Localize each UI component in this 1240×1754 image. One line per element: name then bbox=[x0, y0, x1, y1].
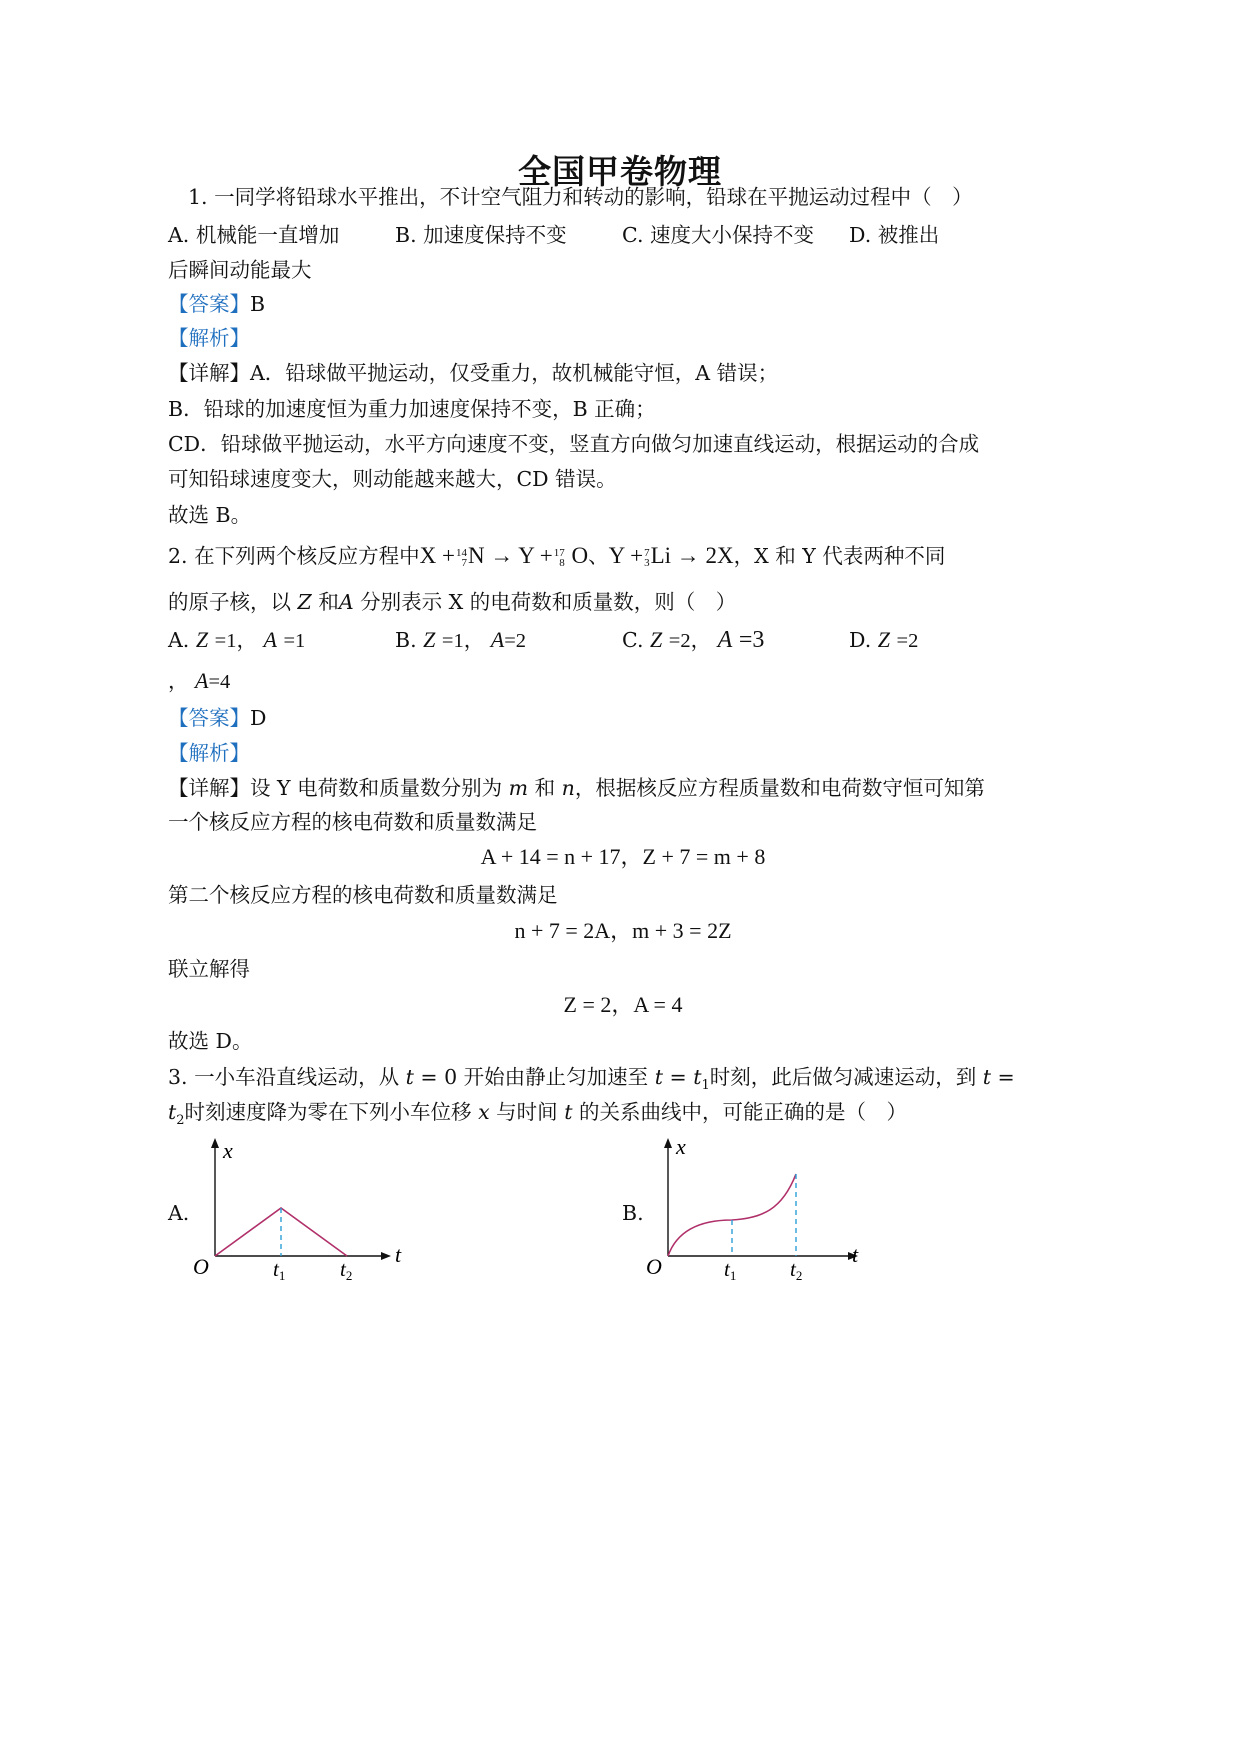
a-value: 2 bbox=[515, 630, 527, 652]
q2-option-b bbox=[395, 625, 526, 656]
charge-number: 8 bbox=[559, 556, 565, 569]
q3-graph-a bbox=[185, 1130, 425, 1290]
q2-option-d bbox=[849, 625, 918, 656]
arrow-icon: → bbox=[490, 543, 514, 568]
q1-detail-1 bbox=[168, 358, 778, 388]
q2-stem-end: ，X 和 Y 代表两种不同 bbox=[733, 544, 946, 568]
var-a: A bbox=[338, 590, 354, 614]
q1-detail-2: B．铅球的加速度恒为重力加速度保持不变，B 正确； bbox=[168, 397, 656, 421]
var-z: Z bbox=[650, 627, 663, 652]
a-value: 4 bbox=[220, 671, 231, 693]
eq-sign: = bbox=[208, 671, 221, 693]
eq-x: X bbox=[419, 543, 437, 568]
answer-value: D bbox=[250, 706, 267, 730]
var-t: t bbox=[654, 1065, 663, 1089]
x-axis-label: t bbox=[395, 1242, 402, 1267]
q3-stem-line1 bbox=[168, 1062, 1015, 1101]
var-x: x bbox=[478, 1100, 490, 1124]
y-axis-label: x bbox=[676, 1134, 686, 1159]
mass-number: 7 bbox=[644, 546, 650, 559]
q2-detail-4: 联立解得 bbox=[168, 957, 250, 981]
eq-n: N bbox=[467, 543, 485, 568]
stem-text: 的关系曲线中，可能正确的是（ ） bbox=[578, 1100, 907, 1124]
stem-text: 与时间 bbox=[496, 1100, 558, 1124]
eq-sign: = bbox=[283, 630, 296, 652]
q1-detail-4: 可知铅球速度变大，则动能越来越大，CD 错误。 bbox=[168, 467, 617, 491]
isotope-index bbox=[456, 548, 467, 568]
subscript: 2 bbox=[176, 1113, 185, 1129]
var-t: t bbox=[405, 1065, 414, 1089]
q2-stem-line1 bbox=[168, 541, 945, 571]
q1-stem: 1. 一同学将铅球水平推出，不计空气阻力和转动的影响，铅球在平抛运动过程中（ ） bbox=[188, 185, 973, 209]
q1-option-a: A. 机械能一直增加 bbox=[168, 223, 340, 247]
q1-option-d-cont: 后瞬间动能最大 bbox=[168, 258, 312, 282]
t1-label: t1 bbox=[273, 1257, 286, 1283]
comma: ， bbox=[236, 628, 257, 652]
q3-graph-b bbox=[638, 1130, 878, 1290]
q2-stem-line2 bbox=[168, 587, 736, 617]
z-value: 2 bbox=[908, 630, 919, 652]
var-m: m bbox=[508, 776, 529, 800]
answer-value: B bbox=[250, 292, 266, 316]
mass-number: 14 bbox=[455, 546, 467, 559]
page-title: 全国甲卷物理 bbox=[518, 152, 722, 191]
nuclear-equation-2 bbox=[609, 543, 734, 568]
q1-analysis-label: 【解析】 bbox=[168, 326, 250, 350]
var-t: t bbox=[564, 1100, 573, 1124]
nuclear-equation-1 bbox=[420, 543, 589, 568]
stem-text: 时刻，此后做匀减速运动，到 bbox=[709, 1065, 977, 1089]
stem-text: 3. 一小车沿直线运动，从 bbox=[168, 1065, 400, 1089]
answer-label: 【答案】 bbox=[168, 292, 250, 316]
detail-text: A．铅球做平抛运动，仅受重力，故机械能守恒，A 错误； bbox=[250, 361, 779, 385]
q2-answer bbox=[168, 703, 266, 733]
eq-y: Y bbox=[518, 543, 534, 568]
var-z: Z bbox=[423, 627, 436, 652]
y-axis-label: x bbox=[223, 1138, 233, 1163]
option-label: C. bbox=[622, 628, 644, 652]
q1-option-c: C. 速度大小保持不变 bbox=[622, 223, 814, 247]
charge-number: 7 bbox=[461, 556, 467, 569]
stem-text: 的原子核，以 bbox=[168, 590, 291, 614]
x-axis-arrow-icon bbox=[381, 1252, 391, 1260]
stem-text: = 0 开始由静止匀加速至 bbox=[420, 1065, 649, 1089]
detail-label: 【详解】 bbox=[168, 776, 250, 800]
y-axis-arrow-icon bbox=[664, 1138, 672, 1148]
eq-sign: = bbox=[441, 630, 454, 652]
a-value: 1 bbox=[295, 630, 306, 652]
comma: ， bbox=[463, 628, 485, 652]
eq-sign: = bbox=[997, 1065, 1015, 1089]
q2-equation-3: Z = 2，A = 4 bbox=[563, 992, 683, 1017]
var-n: n bbox=[561, 776, 575, 800]
eq-sign: = bbox=[896, 630, 909, 652]
eq-plus: + bbox=[539, 543, 553, 568]
eq-sign: = bbox=[504, 630, 516, 652]
var-t: t bbox=[693, 1065, 702, 1089]
q3-option-b-label: B. bbox=[622, 1201, 644, 1225]
eq-o: O bbox=[571, 543, 589, 568]
q2-equation-1: A + 14 = n + 17，Z + 7 = m + 8 bbox=[480, 844, 766, 869]
q1-answer bbox=[168, 289, 265, 319]
q2-analysis-label: 【解析】 bbox=[168, 741, 250, 765]
q2-option-a bbox=[168, 625, 305, 656]
stem-text: 和 bbox=[318, 590, 339, 614]
var-a: A bbox=[490, 627, 505, 652]
comma: ， bbox=[690, 628, 712, 652]
var-z: Z bbox=[195, 627, 209, 652]
z-value: 1 bbox=[453, 630, 464, 652]
q2-option-d-cont bbox=[168, 666, 230, 697]
isotope-index bbox=[554, 548, 565, 568]
q2-stem-start: 2. 在下列两个核反应方程中 bbox=[168, 544, 420, 568]
arrow-icon: → bbox=[676, 543, 700, 568]
comma: ， bbox=[168, 669, 189, 693]
separator: 、 bbox=[588, 544, 609, 568]
option-label: D. bbox=[849, 628, 872, 652]
eq-rhs: 2X bbox=[705, 543, 734, 568]
detail-label: 【详解】 bbox=[168, 361, 250, 385]
var-a: A bbox=[263, 627, 277, 652]
var-a: A bbox=[195, 668, 209, 693]
eq-sign: = bbox=[214, 630, 227, 652]
option-label: A. bbox=[168, 628, 190, 652]
q1-detail-3: CD．铅球做平抛运动，水平方向速度不变，竖直方向做匀加速直线运动，根据运动的合成 bbox=[168, 432, 980, 456]
eq-li: Li bbox=[650, 543, 672, 568]
detail-text: ，根据核反应方程质量数和电荷数守恒可知第 bbox=[574, 776, 985, 800]
stem-text: 时刻速度降为零在下列小车位移 bbox=[184, 1100, 472, 1124]
x-t-curve bbox=[668, 1174, 796, 1256]
isotope-index bbox=[644, 548, 650, 568]
stem-text: 分别表示 X 的电荷数和质量数，则（ ） bbox=[360, 590, 737, 614]
q1-option-d: D. 被推出 bbox=[849, 223, 940, 247]
eq-plus: + bbox=[441, 543, 455, 568]
q1-conclusion: 故选 B。 bbox=[168, 503, 252, 527]
eq-plus: + bbox=[630, 543, 644, 568]
var-z: Z bbox=[877, 627, 891, 652]
eq-sign: = bbox=[738, 627, 753, 653]
option-label: B. bbox=[395, 628, 417, 652]
t1-label: t1 bbox=[724, 1257, 737, 1283]
q2-detail-1 bbox=[168, 773, 985, 803]
z-value: 2 bbox=[680, 630, 691, 652]
var-z: Z bbox=[297, 590, 312, 614]
x-axis-label: t bbox=[852, 1242, 859, 1267]
q2-equation-2: n + 7 = 2A，m + 3 = 2Z bbox=[514, 918, 732, 943]
var-t: t bbox=[168, 1100, 177, 1124]
q2-option-c bbox=[622, 625, 764, 656]
t2-label: t2 bbox=[340, 1257, 353, 1283]
charge-number: 3 bbox=[644, 556, 650, 569]
detail-text: 设 Y 电荷数和质量数分别为 bbox=[250, 776, 503, 800]
detail-text: 和 bbox=[534, 776, 556, 800]
var-t: t bbox=[982, 1065, 991, 1089]
t2-label: t2 bbox=[790, 1257, 803, 1283]
q1-option-b: B. 加速度保持不变 bbox=[395, 223, 567, 247]
q2-detail-2: 一个核反应方程的核电荷数和质量数满足 bbox=[168, 810, 537, 834]
origin-label: O bbox=[193, 1254, 209, 1279]
z-value: 1 bbox=[226, 630, 237, 652]
var-a: A bbox=[717, 627, 733, 653]
y-axis-arrow-icon bbox=[211, 1138, 219, 1148]
a-value: 3 bbox=[752, 627, 765, 653]
eq-sign: = bbox=[668, 630, 681, 652]
subscript: 1 bbox=[701, 1078, 710, 1094]
q3-option-a-label: A. bbox=[168, 1201, 190, 1225]
eq-sign: = bbox=[669, 1065, 687, 1089]
q2-conclusion: 故选 D。 bbox=[168, 1029, 253, 1053]
origin-label: O bbox=[646, 1254, 662, 1279]
mass-number: 17 bbox=[553, 546, 565, 559]
answer-label: 【答案】 bbox=[168, 706, 250, 730]
eq-y: Y bbox=[608, 543, 625, 568]
q2-detail-3: 第二个核反应方程的核电荷数和质量数满足 bbox=[168, 883, 558, 907]
